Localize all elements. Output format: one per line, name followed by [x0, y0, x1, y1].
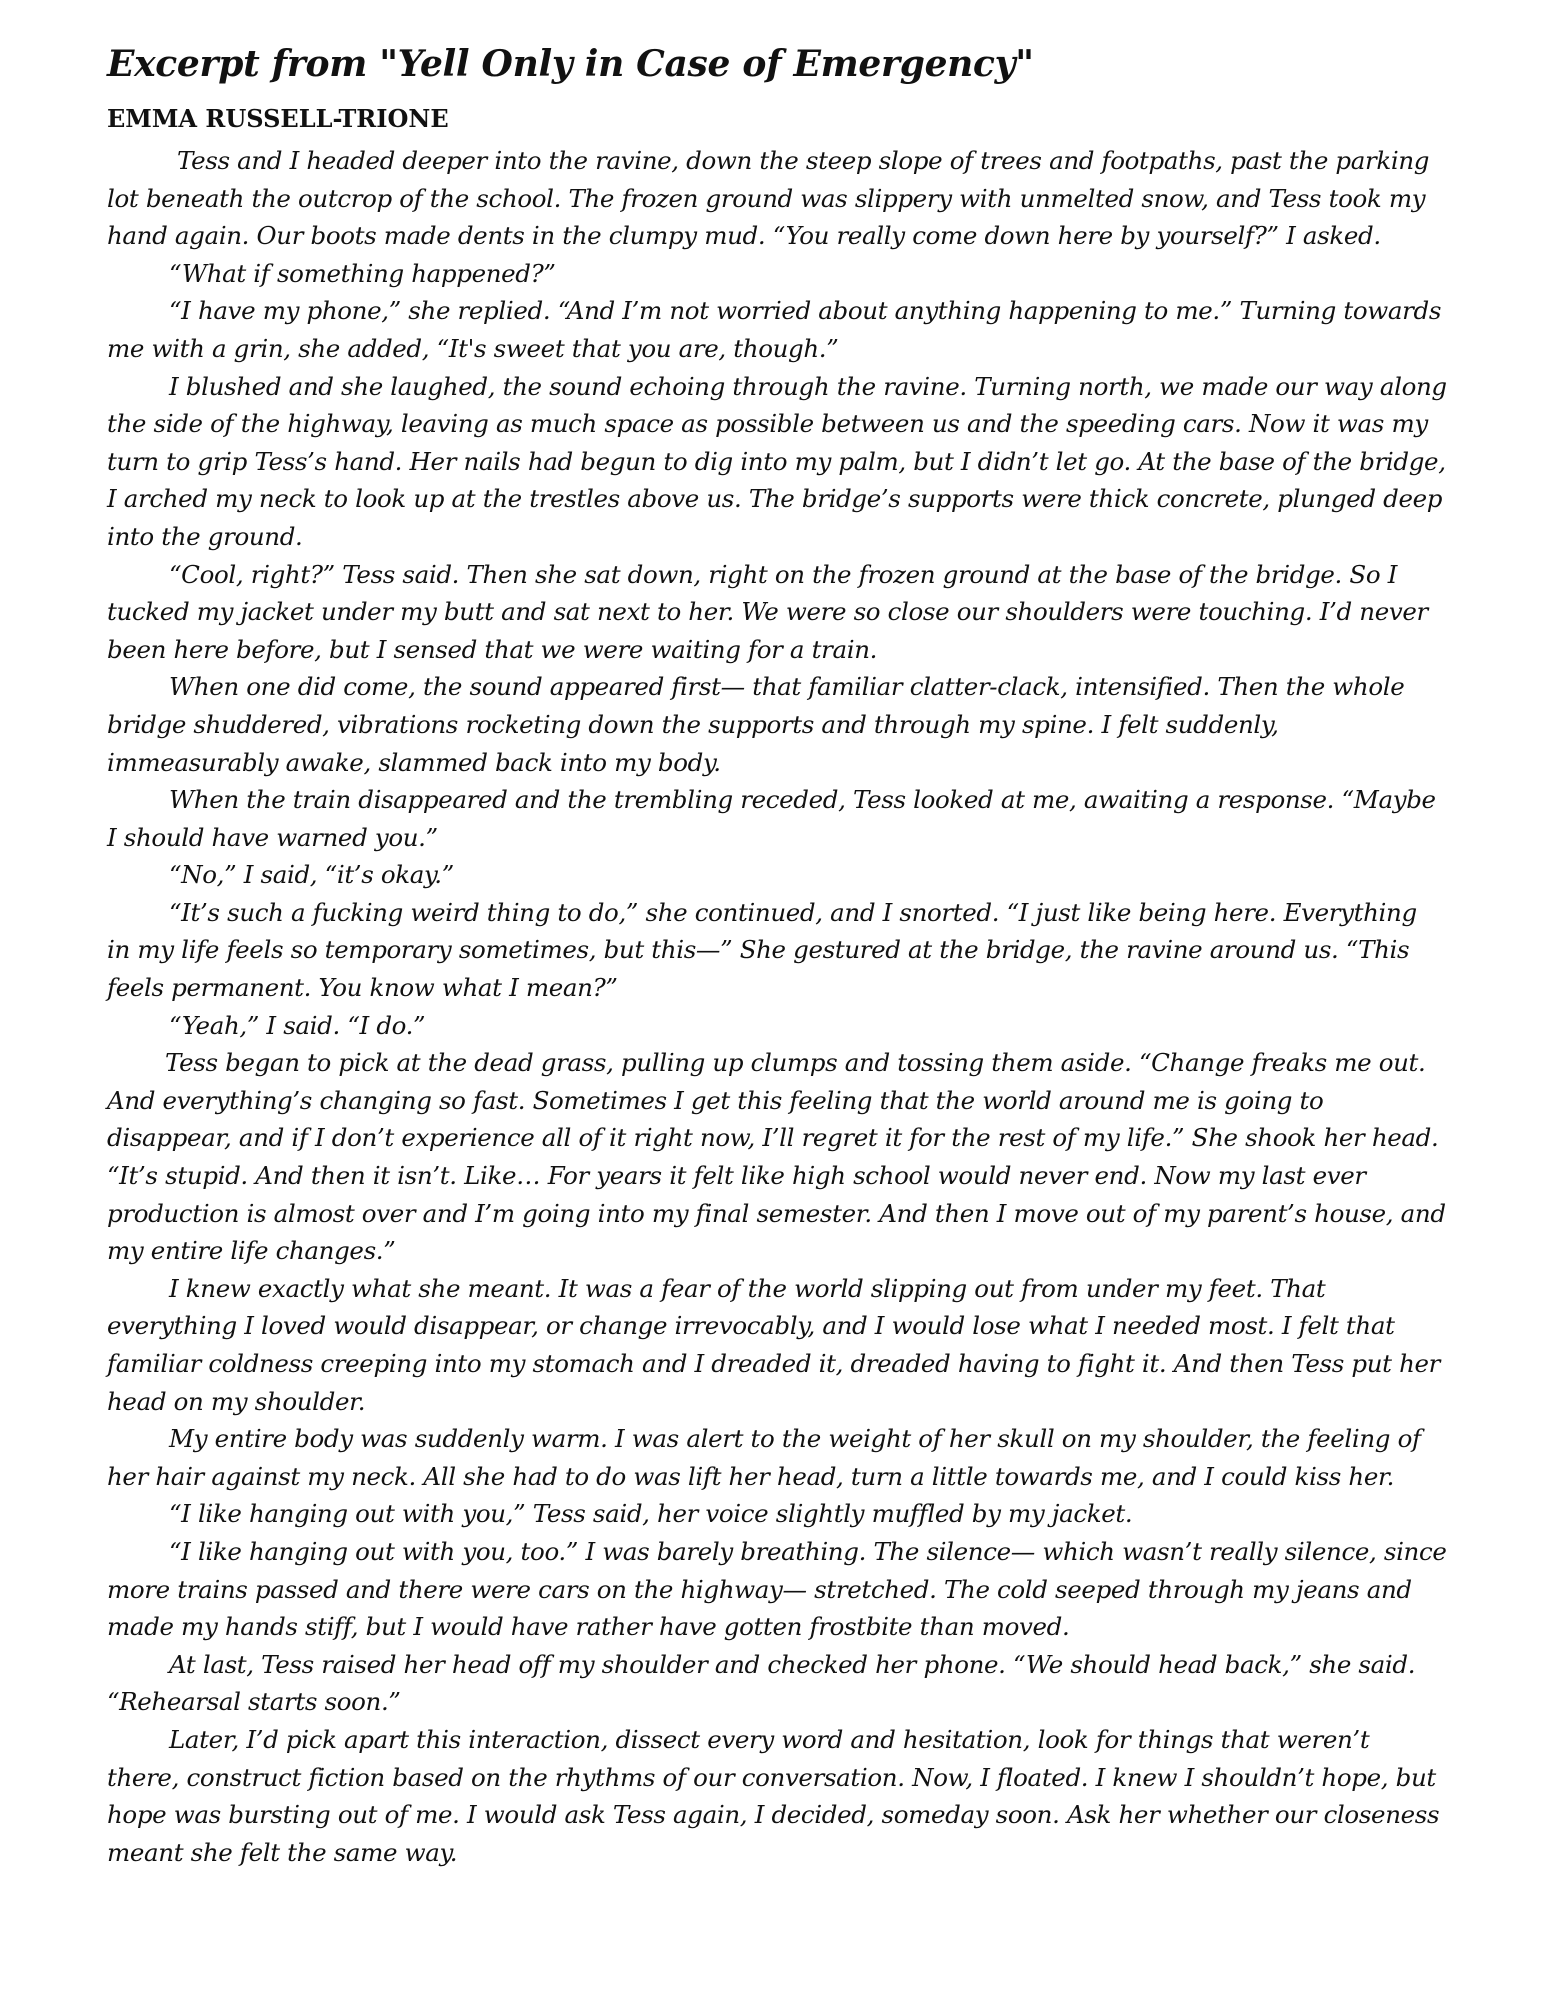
paragraph: “What if something happened?”	[169, 258, 556, 288]
author-name: EMMA RUSSELL-TRIONE	[107, 104, 449, 133]
paragraph: My entire body was suddenly warm. I was alert to the weight of her skull on my shoulder, the feeling of her hair against my neck. All she had to do was lift her head, turn a little towards me, and I could kiss her.	[107, 1424, 1421, 1491]
paragraph: Tess and I headed deeper into the ravine, down the steep slope of trees and footpaths, past the parking lot beneath the outcrop of the school. The frozen ground was slippery with unmelted snow, and Tess took my hand again. Our boots made dents in the clumpy mud. “You really come down here by yourself?” I asked.	[107, 146, 1430, 251]
paragraph: Later, I’d pick apart this interaction, dissect every word and hesitation, look for things that weren’t there, construct fiction based on the rhythms of our conversation. Now, I floated. I knew I shouldn’t hope, but hope was bursting out of me. I would ask Tess again, I decided, someday soon. Ask her whether our closeness meant she felt the same way.	[107, 1724, 1440, 1867]
document-page	[107, 38, 1447, 1871]
paragraph: “It’s such a fucking weird thing to do,” she continued, and I snorted. “I just like being here. Everything in my life feels so temporary sometimes, but this—” She gestured at the bridge, the ravine around us. “This feels permanent. You know what I mean?”	[107, 897, 1417, 1003]
paragraph: “Cool, right?” Tess said. Then she sat down, right on the frozen ground at the base of the bridge. So I tucked my jacket under my butt and sat next to her. We were so close our shoulders were touching. I’d never been here before, but I sensed that we were waiting for a train.	[107, 559, 1428, 664]
paragraph: At last, Tess raised her head off my shoulder and checked her phone. “We should head back,” she said. “Rehearsal starts soon.”	[107, 1649, 1416, 1717]
paragraph: “I like hanging out with you,” Tess said, her voice slightly muffled by my jacket.	[169, 1499, 1133, 1529]
paragraph: “No,” I said, “it’s okay.”	[169, 860, 454, 890]
paragraph: When the train disappeared and the trembling receded, Tess looked at me, awaiting a response. “Maybe I should have warned you.”	[107, 785, 1436, 852]
paragraph: I knew exactly what she meant. It was a fear of the world slipping out from under my feet. That everything I loved would disappear, or change irrevocably, and I would lose what I needed most. I felt that familiar coldness creeping into my stomach and I dreaded it, dreaded having to fight it. And then Tess put her head on my shoulder.	[107, 1273, 1441, 1416]
paragraph: “I like hanging out with you, too.” I was barely breathing. The silence— which wasn’t really silence, since more trains passed and there were cars on the highway— stretched. The cold seeped through my jeans and made my hands stiff, but I would have rather have gotten frostbite than moved.	[107, 1536, 1447, 1642]
paragraph: When one did come, the sound appeared first— that familiar clatter-clack, intensified. Then the whole bridge shuddered, vibrations rocketing down the supports and through my spine. I felt suddenly, immeasurably awake, slammed back into my body.	[107, 672, 1405, 777]
paragraph: “I have my phone,” she replied. “And I’m not worried about anything happening to me.” Turning towards me with a grin, she added, “It's sweet that you are, though.”	[107, 296, 1442, 363]
paragraph: Tess began to pick at the dead grass, pulling up clumps and tossing them aside. “Change freaks me out. And everything’s changing so fast. Sometimes I get this feeling that the world around me is going to disappear, and if I don’t experience all of it right now, I’ll regret it for the rest of my life.” She shook her head. “It’s stupid. And then it isn’t. Like… For years it felt like high school would never end. Now my last ever production is almost over and I’m going into my final semester. And then I move out of my parent’s house, and my entire life changes.”	[107, 1048, 1446, 1266]
paragraph: I blushed and she laughed, the sound echoing through the ravine. Turning north, we made our way along the side of the highway, leaving as much space as possible between us and the speeding cars. Now it was my turn to grip Tess’s hand. Her nails had begun to dig into my palm, but I didn’t let go. At the base of the bridge, I arched my neck to look up at the trestles above us. The bridge’s supports were thick concrete, plunged deep into the ground.	[107, 371, 1447, 551]
document-title: Excerpt from "Yell Only in Case of Emergency"	[107, 43, 1034, 85]
paragraph: “Yeah,” I said. “I do.”	[169, 1010, 426, 1040]
story-body	[107, 142, 1447, 1871]
